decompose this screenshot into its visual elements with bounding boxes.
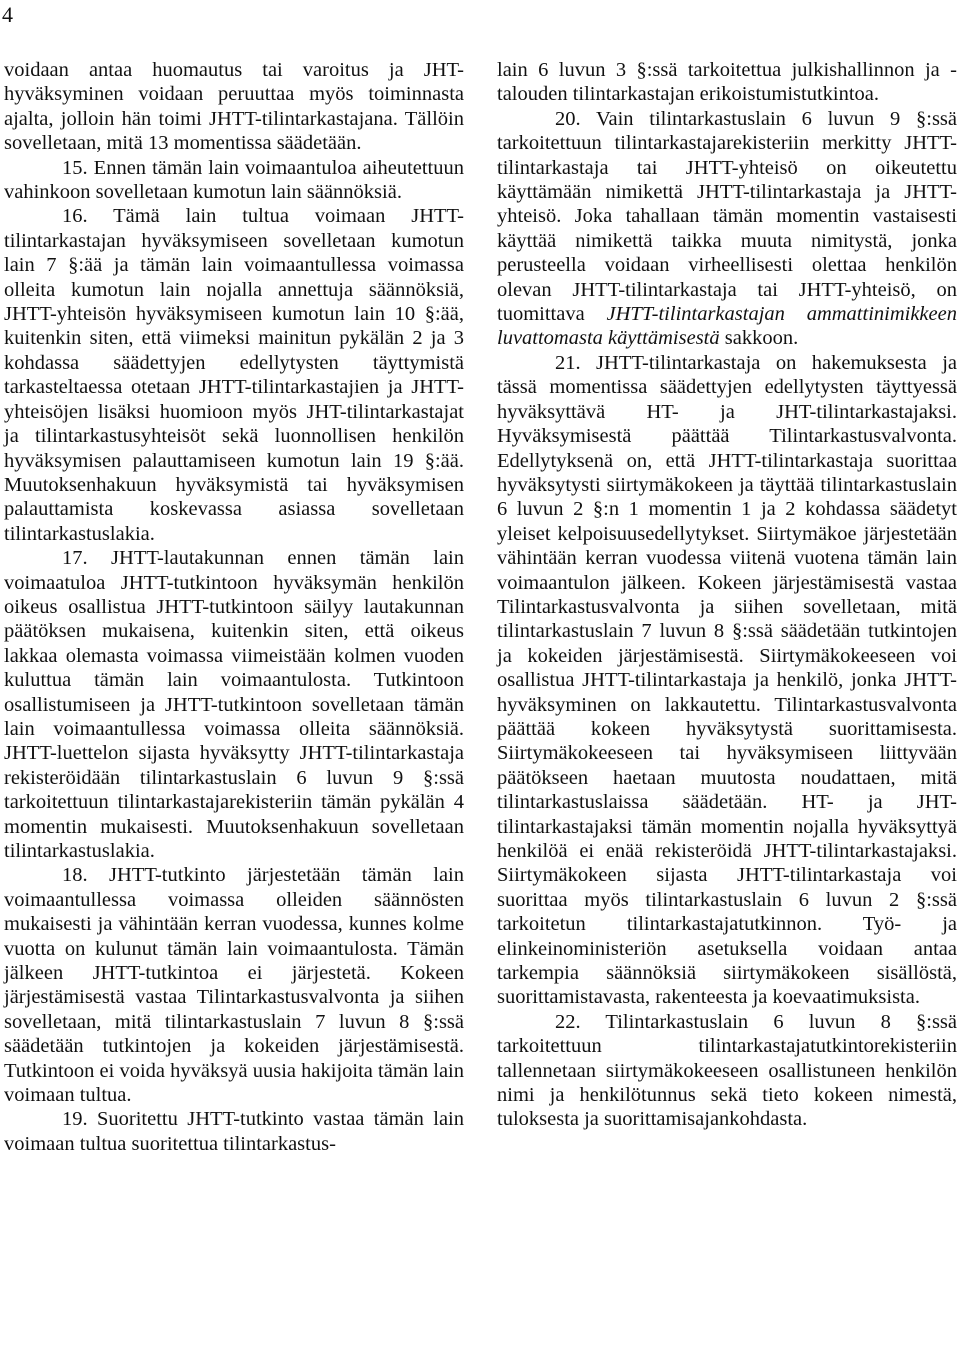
paragraph-22: 22. Tilintarkastuslain 6 luvun 8 §:ssä tarkoitettuun tilintarkastajatutkintorekisteriin tallennetaan siirtymäkokeeseen osallistuneen henkilön nimi ja henkilötunnus sekä tieto kokeen nimestä, tuloksesta ja suorittamisajankohdasta. [497,1010,957,1131]
paragraph-21: 21. JHTT-tilintarkastaja on hakemuksesta ja tässä momentissa säädettyjen edellytysten täyttyessä hyväksyttävä HT- ja JHT-tilintarkastajaksi. Hyväksymisestä päättää Tilintarkastusvalvonta. Edellytyksenä on, että JHTT-tilintarkastaja suorittaa hyväksytysti siirtymäkokeen ja täyttää tilintarkastuslain 6 luvun 2 §:n 1 momentin 1 ja 2 kohdassa säädetyt yleiset kelpoisuusedellytykset. Siirtymäkoe järjestetään vähintään kerran vuodessa viitenä vuotena tämän lain voimaantulon jälkeen. Kokeen järjestämisestä vastaa Tilintarkastusvalvonta ja siihen sovelletaan, mitä tilintarkastuslain 7 luvun 8 §:ssä säädetään tutkintojen ja kokeiden järjestämisestä. Siirtymäkokeeseen voi osallistua JHTT-tilintarkastaja ja henkilö, jonka JHTT-hyväksyminen on lakkautettu. Tilintarkastusvalvonta päättää kokeen hyväksytystä suorittamisesta. Siirtymäkokeeseen tai hyväksymiseen liittyvään päätökseen haetaan muutosta noudattaen, mitä tilintarkastuslaissa säädetään. HT- ja JHT-tilintarkastajaksi tämän momentin nojalla hyväksyttyä henkilöä ei enää rekisteröidä JHTT-tilintarkastajaksi. Siirtymäkokeen sijasta JHTT-tilintarkastaja voi suorittaa myös tilintarkastuslain 6 luvun 2 §:ssä tarkoitetun tilintarkastajatutkinnon. Työ- ja elinkeinoministeriön asetuksella voidaan antaa tarkempia säännöksiä siirtymäkokeen sisällöstä, suorittamistavasta, rakenteesta ja koevaatimuksista. [497,351,957,1009]
paragraph-continuation: voidaan antaa huomautus tai varoitus ja JHT-hyväksyminen voidaan peruuttaa myös toiminnasta ajalta, jolloin hän toimi JHTT-tilintarkastajana. Tällöin sovelletaan, mitä 13 momentissa säädetään. [4,59,464,155]
paragraph-20-text-a: 20. Vain tilintarkastuslain 6 luvun 9 §:ssä tarkoitettuun tilintarkastajarekisteriin merkitty JHTT-tilintarkastaja tai JHTT-yhteisö on oikeutettu käyttämään nimikettä JHTT-tilintarkastaja ja JHTT-yhteisö. Joka tahallaan tämän momentin vastaisesti käyttää nimikettä taikka muuta nimitystä, jonka perusteella voidaan virheellisesti olettaa henkilön olevan JHTT-tilintarkastaja tai JHTT-yhteisö, on tuomittava [497,107,957,326]
paragraph-15: 15. Ennen tämän lain voimaantuloa aiheutettuun vahinkoon sovelletaan kumotun lain säännöksiä. [4,156,464,204]
paragraph-19: 19. Suoritettu JHTT-tutkinto vastaa tämän lain voimaan tultua suoritettua tilintarkastus- [4,1108,464,1155]
paragraph-18: 18. JHTT-tutkinto järjestetään tämän lain voimaantullessa voimassa olleiden säännösten mukaisesti ja vähintään kerran vuodessa, kunnes kolme vuotta on kulunut tämän lain voimaantulosta. Tämän jälkeen JHTT-tutkintoa ei järjestetä. Kokeen järjestämisestä vastaa Tilintarkastusvalvonta ja siihen sovelletaan, mitä tilintarkastuslain 7 luvun 8 §:ssä säädetään tutkintojen ja kokeiden järjestämisestä. Tutkintoon ei voida hyväksyä uusia hakijoita tämän lain voimaan tultua. [4,864,464,1107]
paragraph-20-offence-name: JHTT-tilintarkastajan ammattinimikkeen luvattomasta käyttämisestä [497,303,957,350]
paragraph-17: 17. JHTT-lautakunnan ennen tämän lain voimaatuloa JHTT-tutkintoon hyväksymän henkilön oikeus osallistua JHTT-tutkintoon säilyy lautakunnan päätöksen mukaisena, kuitenkin siten, että oikeus lakkaa olemasta voimassa viimeistään kolmen vuoden kuluttua tämän lain voimaantulosta. Tutkintoon osallistumiseen ja JHTT-tutkintoon sovelletaan tämän lain voimaantullessa voimassa olleita säännöksiä. JHTT-luettelon sijasta hyväksytty JHTT-tilintarkastaja rekisteröidään tilintarkastuslain 6 luvun 9 §:ssä tarkoitettuun tilintarkastajarekisteriin tämän pykälän 4 momentin mukaisesti. Muutoksenhakuun sovelletaan tilintarkastuslakia. [4,547,464,862]
paragraph-20 [497,107,957,351]
right-column [497,58,957,1132]
paragraph-16: 16. Tämä lain tultua voimaan JHTT-tilintarkastajan hyväksymiseen sovelletaan kumotun lain 7 §:ää ja tämän lain voimaantullessa voimassa olleita kumotun lain nojalla annettuja säännöksiä, JHTT-yhteisön hyväksymiseen kumotun lain 10 §:ää, kuitenkin siten, että viimeksi mainitun pykälän 2 ja 3 kohdassa säädettyjen edellytysten täyttymistä tarkasteltaessa otetaan JHTT-tilintarkastajien ja JHTT-yhteisöjen lisäksi huomioon myös JHT-tilintarkastajat ja tilintarkastusyhteisöt sekä luonnollisen henkilön hyväksymisen palauttamiseen kumotun lain 19 §:ää. Muutoksenhakuun hyväksymistä tai hyväksymisen palauttamista koskevassa asiassa sovelletaan tilintarkastuslakia. [4,205,464,545]
paragraph-19-continuation: lain 6 luvun 3 §:ssä tarkoitettua julkishallinnon ja -talouden tilintarkastajan erikoistumistutkintoa. [497,59,957,106]
page-number: 4 [2,2,13,27]
left-column [4,58,464,1156]
paragraph-20-text-b: sakkoon. [719,327,799,350]
